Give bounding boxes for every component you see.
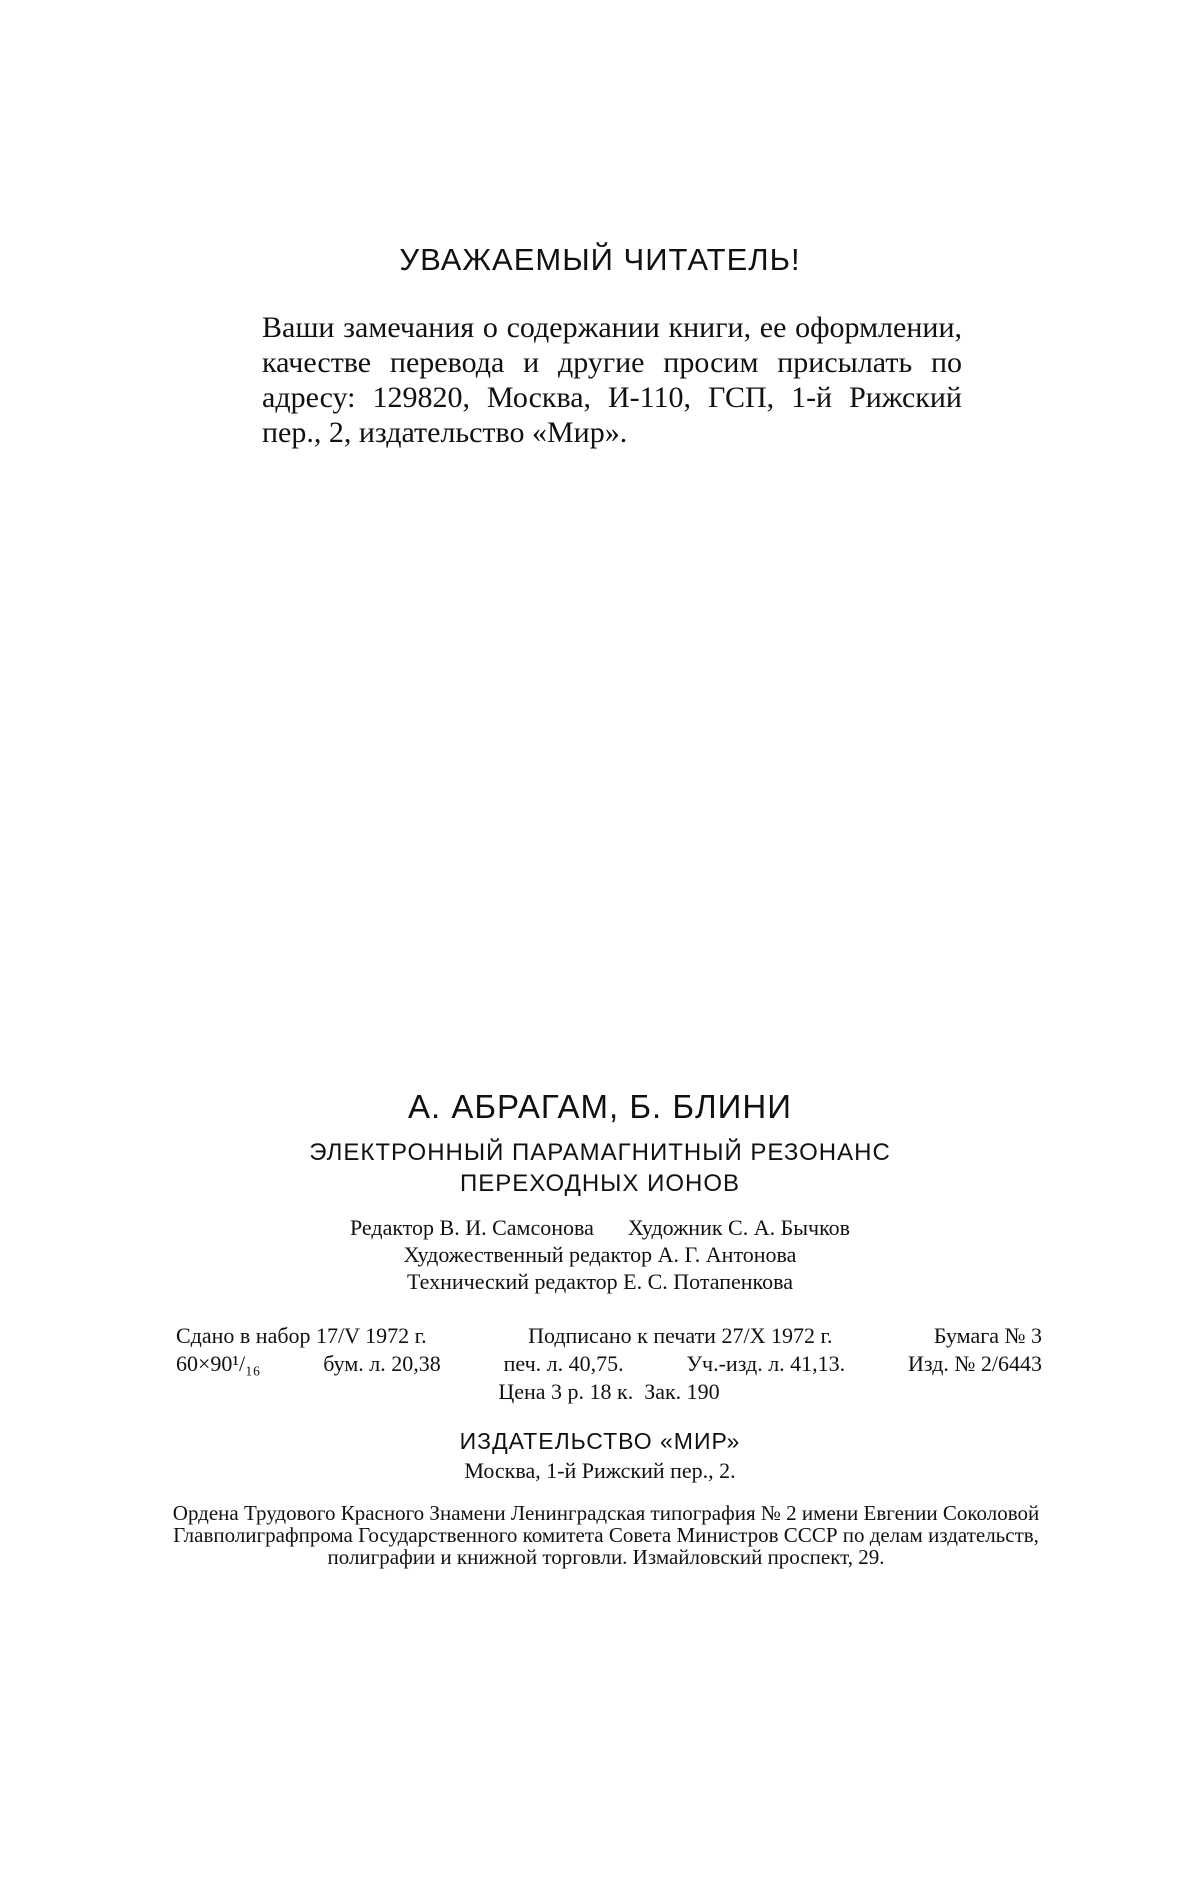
publisher-sheets: Уч.-изд. л. 41,13. [686,1351,846,1376]
book-title-line-2: ПЕРЕХОДНЫХ ИОНОВ [459,1170,741,1197]
price-order-line [176,1378,1042,1406]
publisher-address: Москва, 1-й Рижский пер., 2. [464,1458,736,1483]
printing-house: Ордена Трудового Красного Знамени Ленинградская типография № 2 имени Евгении Соколовой Главполиграфпрома Государственного комитета Совета Министров СССР по делам издательств, полиграфии и книжной торговли. Измайловский проспект, 29. [172,1501,1040,1569]
paper-sheets: бум. л. 20,38 [323,1351,441,1376]
print-data-line-1 [176,1322,1042,1350]
format: 60×90¹/₁₆ [176,1351,261,1376]
typeset-date: Сдано в набор 17/V 1972 г. [176,1323,427,1348]
book-title-line-1: ЭЛЕКТРОННЫЙ ПАРАМАГНИТНЫЙ РЕЗОНАНС [309,1139,891,1166]
reader-notice-body: Ваши замечания о содержании книги, ее оформлении, качестве перевода и другие просим присылать по адресу: 129820, Москва, И-110, ГСП, 1-й Рижский пер., 2, издательство «Мир». [262,311,962,449]
credits-row-editors [0,1214,1200,1241]
printed-sheets: печ. л. 40,75. [503,1351,624,1376]
order-number: Зак. 190 [644,1379,720,1404]
signed-date: Подписано к печати 27/X 1972 г. [528,1323,833,1348]
book-authors: А. АБРАГАМ, Б. БЛИНИ [408,1088,792,1125]
artist-credit: Художник С. А. Бычков [627,1215,851,1240]
editor-credit: Редактор В. И. Самсонова [349,1215,594,1240]
art-editor-credit: Художественный редактор А. Г. Антонова [403,1242,797,1267]
publisher [0,1425,1200,1485]
tech-editor-credit: Технический редактор Е. С. Потапенкова [407,1269,793,1294]
print-data-line-2 [176,1350,1042,1378]
book-title [0,1137,1200,1199]
credits [0,1214,1200,1295]
publisher-name: ИЗДАТЕЛЬСТВО «МИР» [459,1428,741,1454]
reader-notice-title: УВАЖАЕМЫЙ ЧИТАТЕЛЬ! [399,242,801,277]
price: Цена 3 р. 18 к. [498,1379,634,1404]
edition-number: Изд. № 2/6443 [908,1351,1042,1376]
paper-type: Бумага № 3 [933,1323,1042,1348]
print-data [176,1322,1042,1406]
